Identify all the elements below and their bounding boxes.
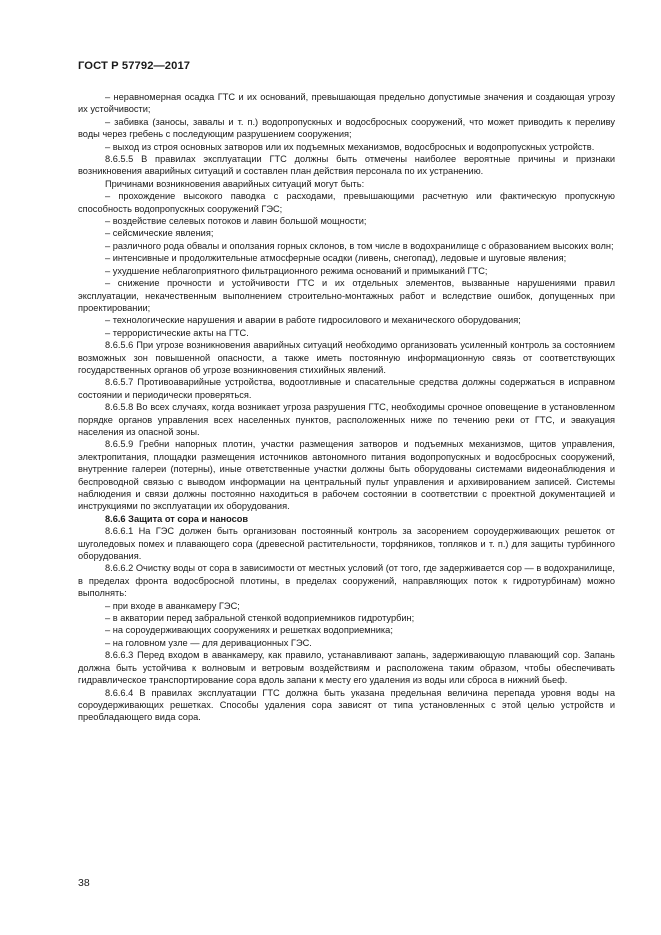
- list-item: – ухудшение неблагоприятного фильтрационного режима оснований и примыканий ГТС;: [105, 265, 488, 276]
- list-item: – на головном узле — для деривационных ГЭС.: [105, 637, 312, 648]
- list-item: – прохождение высокого паводка с расходами, превышающими расчетную или фактическую пропускную способность водопропускных сооружений ГЭС;: [78, 191, 615, 214]
- list-item: – снижение прочности и устойчивости ГТС и их отдельных элементов, вызванные нарушениями правил эксплуатации, некачественным выполнением строительно-монтажных работ и вследствие ошибок, допущенных при проектировании;: [78, 278, 615, 313]
- list-item: – выход из строя основных затворов или их подъемных механизмов, водосбросных и водопропускных устройств.: [105, 141, 595, 152]
- paragraph-8-6-5-9: 8.6.5.9 Гребни напорных плотин, участки размещения затворов и подъемных механизмов, щитов управления, электропитания, площадки размещения источников автономного питания водопропускных и водосбросных сооружений, внутренние галереи (потерны), иные ответственные участки должны быть оборудованы системами видеонаблюдения и беспроводной связью с выводом информации на центральный пульт управления и архивированием записей. Системы наблюдения и связи должны постоянно находиться в рабочем состоянии в соответствии с проектной документацией и инструкциями по эксплуатации их оборудования.: [78, 439, 615, 512]
- list-item: – забивка (заносы, завалы и т. п.) водопропускных и водосбросных сооружений, что может приводить к переливу воды через гребень с последующим разрушением сооружения;: [78, 116, 615, 140]
- paragraph-8-6-6-2: 8.6.6.2 Очистку воды от сора в зависимости от местных условий (от того, где задерживается сор — в водохранилище, в пределах фронта водосбросной плотины, в пределах сооружений, направляющих поток к гидротурбинам) можно выполнять:: [78, 563, 615, 599]
- list-item: – при входе в аванкамеру ГЭС;: [105, 600, 240, 611]
- paragraph-8-6-5-8: 8.6.5.8 Во всех случаях, когда возникает угроза разрушения ГТС, необходимы срочное оповещение в установленном порядке органов управления всех населенных пунктов, расположенных ниже по течению реки от ГТС, и эвакуация населения из опасной зоны.: [78, 402, 615, 437]
- paragraph-8-6-6-4: 8.6.6.4 В правилах эксплуатации ГТС должна быть указана предельная величина перепада уровня воды на сороудерживающих решетках. Способы удаления сора зависят от типа установленных с этой целью устройств и преобладающего вида сора.: [78, 687, 615, 723]
- paragraph-8-6-5-6: 8.6.5.6 При угрозе возникновения аварийных ситуаций необходимо организовать усиленный контроль за состоянием возможных зон повышенной опасности, а также иметь постоянную информационную связь от соответствующих государственных органов об угрозе возникновения стихийных явлений.: [78, 340, 615, 375]
- document-header: ГОСТ Р 57792—2017: [78, 60, 191, 72]
- list-item: – неравномерная осадка ГТС и их оснований, превышающая предельно допустимые значения и создающая угрозу их устойчивости;: [78, 92, 615, 115]
- list-item: – террористические акты на ГТС.: [105, 327, 249, 338]
- paragraph-causes-intro: Причинами возникновения аварийных ситуаций могут быть:: [105, 178, 365, 189]
- list-item: – интенсивные и продолжительные атмосферные осадки (ливень, снегопад), ледовые и шуговые явления;: [105, 253, 567, 264]
- list-item: – сейсмические явления;: [105, 228, 214, 239]
- list-item: – в акватории перед забральной стенкой водоприемников гидротурбин;: [105, 613, 415, 624]
- paragraph-8-6-5-7: 8.6.5.7 Противоаварийные устройства, водоотливные и спасательные средства должны содержаться в исправном состоянии и периодически проверяться.: [78, 377, 615, 400]
- paragraph-8-6-6-1: 8.6.6.1 На ГЭС должен быть организован постоянный контроль за засорением сороудерживающих решеток от шуголедовых помех и плавающего сора (древесной растительности, торфяников, топляков и т. п.) для защиты турбинного оборудования.: [78, 526, 615, 562]
- paragraph-8-6-6-3: 8.6.6.3 Перед входом в аванкамеру, как правило, устанавливают запань, задерживающую плавающий сор. Запань должна быть устойчива к волновым и ветровым воздействиям и расположена таким образом, чтобы обеспечивать гидравлическое транспортирование сора вдоль запани к месту его удаления из воды или сброса в нижний бьеф.: [78, 650, 615, 686]
- section-heading-8-6-6: 8.6.6 Защита от сора и наносов: [105, 513, 249, 524]
- page-number: 38: [78, 877, 90, 889]
- list-item: – различного рода обвалы и оползания горных склонов, в том числе в водохранилище с образованием высоких волн;: [105, 240, 614, 251]
- paragraph-8-6-5-5: 8.6.5.5 В правилах эксплуатации ГТС должны быть отмечены наиболее вероятные причины и признаки возникновения аварийных ситуаций и составлен план действия персонала по их устранению.: [78, 154, 615, 177]
- list-item: – на сороудерживающих сооружениях и решетках водоприемника;: [105, 625, 393, 636]
- document-body: [78, 91, 615, 724]
- list-item: – воздействие селевых потоков и лавин большой мощности;: [105, 216, 367, 227]
- list-item: – технологические нарушения и аварии в работе гидросилового и механического оборудования;: [105, 315, 521, 326]
